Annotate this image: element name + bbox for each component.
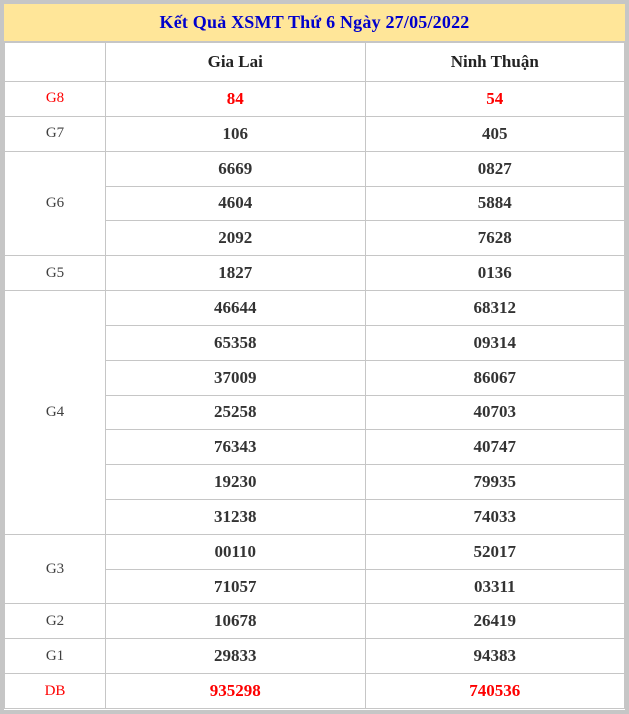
- prize-row-g4: [5, 291, 625, 326]
- prize-value: 84: [106, 82, 366, 117]
- prize-value: 6669: [106, 151, 366, 186]
- prize-value: 52017: [365, 534, 625, 569]
- prize-value: 405: [365, 116, 625, 151]
- prize-row-g3: [5, 534, 625, 569]
- prize-value: 40747: [365, 430, 625, 465]
- prize-label-g5: G5: [5, 256, 106, 291]
- prize-value: 31238: [106, 499, 366, 534]
- prize-label-db: DB: [5, 674, 106, 709]
- prize-row-g5: [5, 256, 625, 291]
- prize-value: 29833: [106, 639, 366, 674]
- prize-value: 935298: [106, 674, 366, 709]
- prize-row-g7: [5, 116, 625, 151]
- prize-value: 0827: [365, 151, 625, 186]
- prize-value: 86067: [365, 360, 625, 395]
- prize-label-g8: G8: [5, 82, 106, 117]
- column-header-gia-lai: Gia Lai: [106, 43, 366, 82]
- prize-label-g6: G6: [5, 151, 106, 255]
- prize-label-g2: G2: [5, 604, 106, 639]
- prize-value: 03311: [365, 569, 625, 604]
- prize-value: 76343: [106, 430, 366, 465]
- prize-value: 1827: [106, 256, 366, 291]
- prize-label-g1: G1: [5, 639, 106, 674]
- prize-value: 74033: [365, 499, 625, 534]
- prize-value: 46644: [106, 291, 366, 326]
- prize-value: 5884: [365, 186, 625, 221]
- prize-value: 37009: [106, 360, 366, 395]
- prize-label-g3: G3: [5, 534, 106, 604]
- corner-cell: [5, 43, 106, 82]
- prize-value: 68312: [365, 291, 625, 326]
- prize-value: 10678: [106, 604, 366, 639]
- prize-value: 79935: [365, 465, 625, 500]
- prize-row-db: [5, 674, 625, 709]
- prize-value: 09314: [365, 325, 625, 360]
- header-row: [5, 43, 625, 82]
- prize-value: 25258: [106, 395, 366, 430]
- prize-value: 106: [106, 116, 366, 151]
- prize-row-g8: [5, 82, 625, 117]
- prize-value: 7628: [365, 221, 625, 256]
- prize-value: 4604: [106, 186, 366, 221]
- prize-value: 26419: [365, 604, 625, 639]
- prize-label-g4: G4: [5, 291, 106, 535]
- prize-value: 94383: [365, 639, 625, 674]
- results-title: Kết Quả XSMT Thứ 6 Ngày 27/05/2022: [4, 4, 625, 42]
- prize-value: 40703: [365, 395, 625, 430]
- prize-value: 65358: [106, 325, 366, 360]
- prize-value: 19230: [106, 465, 366, 500]
- prize-value: 71057: [106, 569, 366, 604]
- prize-row-g2: [5, 604, 625, 639]
- prize-row-g1: [5, 639, 625, 674]
- results-table: [4, 42, 625, 709]
- prize-value: 0136: [365, 256, 625, 291]
- prize-value: 54: [365, 82, 625, 117]
- prize-value: 740536: [365, 674, 625, 709]
- prize-value: 2092: [106, 221, 366, 256]
- prize-value: 00110: [106, 534, 366, 569]
- column-header-ninh-thuan: Ninh Thuận: [365, 43, 625, 82]
- prize-row-g6: [5, 151, 625, 186]
- prize-label-g7: G7: [5, 116, 106, 151]
